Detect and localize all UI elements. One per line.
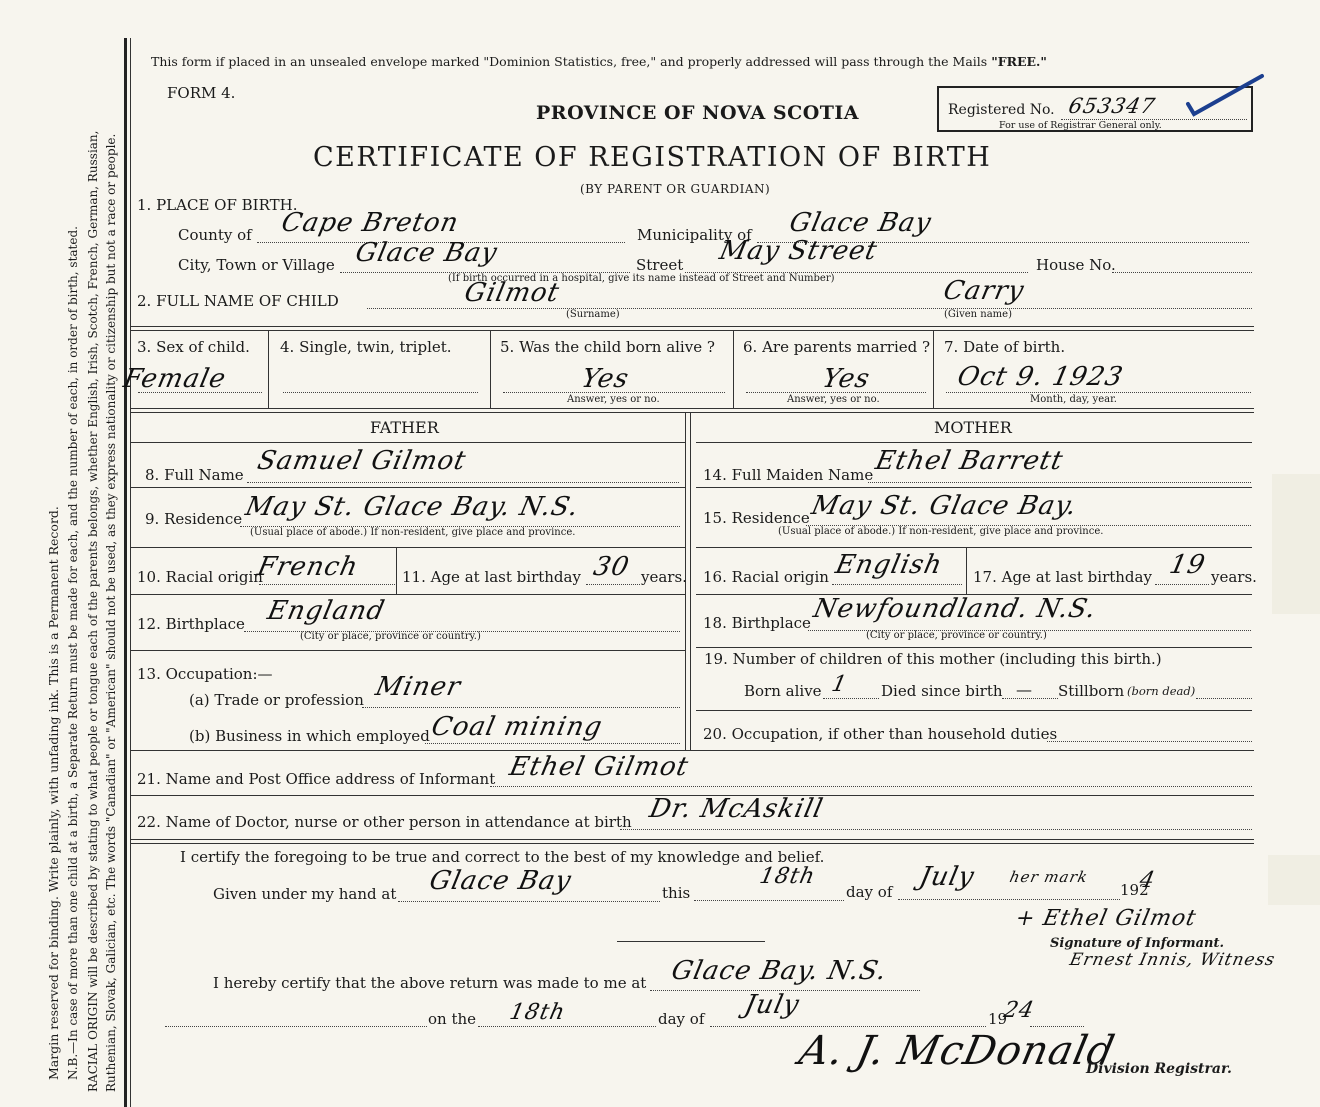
mother-racial-origin-label: 16. Racial origin — [703, 568, 829, 586]
county-value: Cape Breton — [278, 208, 462, 238]
parents-married-label: 6. Are parents married ? — [743, 338, 931, 356]
father-residence-label: 9. Residence — [145, 510, 243, 528]
father-name-value: Samuel Gilmot — [254, 446, 470, 476]
given-year-prefix: 192 — [1120, 881, 1149, 899]
stillborn-label: Stillborn — [1058, 682, 1125, 700]
father-business-value: Coal mining — [428, 712, 606, 742]
father-occupation-label: 13. Occupation:— — [137, 665, 273, 683]
registrar-signature: A. J. McDonald — [795, 1028, 1120, 1074]
parents-married-value: Yes — [819, 364, 873, 394]
father-age-value: 30 — [590, 552, 633, 582]
street-value: May Street — [716, 236, 881, 266]
mother-birthplace-label: 18. Birthplace — [703, 614, 811, 632]
born-alive-count-label: Born alive — [744, 682, 822, 700]
certificate-title: CERTIFICATE OF REGISTRATION OF BIRTH — [313, 142, 992, 173]
registered-note: For use of Registrar General only. — [999, 120, 1162, 131]
father-trade-value: Miner — [372, 672, 464, 702]
mother-birthplace-caption: (City or place, province or country.) — [866, 630, 1047, 641]
province-title: PROVINCE OF NOVA SCOTIA — [536, 102, 860, 124]
mother-age-value: 19 — [1166, 550, 1209, 580]
form-number: FORM 4. — [167, 84, 236, 102]
margin-note-multiple-births: N.B.—In case of more than one child at a birth, a Separate Return must be made for each, and the number of each, in order of birth, stated. — [66, 226, 80, 1080]
on-the-label: on the — [428, 1010, 477, 1028]
date-of-birth-label: 7. Date of birth. — [944, 338, 1066, 356]
father-age-label: 11. Age at last birthday — [402, 568, 581, 586]
father-birthplace-caption: (City or place, province or country.) — [300, 631, 481, 642]
born-alive-value: Yes — [578, 364, 632, 394]
surname-caption: (Surname) — [566, 309, 620, 320]
informant-signature: + Ethel Gilmot — [1013, 906, 1199, 931]
registration-year-value: 24 — [1001, 998, 1037, 1023]
father-business-label: (b) Business in which employed — [189, 727, 430, 745]
mother-age-unit: years. — [1211, 568, 1257, 586]
child-given-name-value: Carry — [940, 276, 1028, 306]
registration-year-prefix: 19 — [988, 1010, 1008, 1028]
parents-married-caption: Answer, yes or no. — [787, 394, 880, 405]
hospital-note: (If birth occurred in a hospital, give its name instead of Street and Number) — [448, 273, 835, 284]
born-alive-caption: Answer, yes or no. — [567, 394, 660, 405]
father-trade-label: (a) Trade or profession — [189, 691, 364, 709]
registration-month-value: July — [741, 990, 803, 1020]
binding-rule — [124, 38, 127, 1107]
certificate-subtitle: (BY PARENT OR GUARDIAN) — [580, 182, 771, 196]
plurality-label: 4. Single, twin, triplet. — [280, 338, 452, 356]
registrar-place-value: Glace Bay. N.S. — [668, 956, 890, 986]
sex-label: 3. Sex of child. — [137, 338, 250, 356]
date-of-birth-value: Oct 9. 1923 — [954, 362, 1127, 392]
registered-number: 653347 — [1066, 94, 1158, 118]
father-racial-origin-value: French — [254, 552, 362, 582]
mother-name-label: 14. Full Maiden Name — [703, 466, 874, 484]
mother-residence-caption: (Usual place of abode.) If non-resident, give place and province. — [778, 526, 1104, 537]
informant-signature-caption: Signature of Informant. — [1050, 936, 1224, 951]
given-under-label: Given under my hand at — [213, 885, 397, 903]
father-residence-value: May St. Glace Bay. N.S. — [242, 492, 582, 522]
given-name-caption: (Given name) — [944, 309, 1012, 320]
father-residence-caption: (Usual place of abode.) If non-resident, give place and province. — [250, 527, 576, 538]
registration-day-value: 18th — [507, 1000, 568, 1025]
given-month-value: July — [916, 862, 978, 892]
date-of-birth-caption: Month, day, year. — [1030, 394, 1117, 405]
registered-label: Registered No. — [948, 102, 1055, 118]
given-day-value: 18th — [757, 864, 818, 889]
father-birthplace-value: England — [264, 596, 388, 626]
mother-age-label: 17. Age at last birthday — [973, 568, 1152, 586]
child-surname-value: Gilmot — [461, 278, 563, 308]
doctor-label: 22. Name of Doctor, nurse or other person in attendance at birth — [137, 813, 632, 831]
born-alive-count-value: 1 — [829, 672, 850, 697]
given-day-of-label: day of — [846, 883, 893, 901]
born-alive-label: 5. Was the child born alive ? — [500, 338, 715, 356]
given-place-value: Glace Bay — [426, 866, 575, 896]
mother-heading: MOTHER — [934, 418, 1012, 437]
mother-name-value: Ethel Barrett — [872, 446, 1067, 476]
father-birthplace-label: 12. Birthplace — [137, 615, 245, 633]
margin-note-racial-origin-2: Ruthenian, Slovak, Galician, etc. The words "Canadian" or "American" should not be used, as they express nationality or citizenship but not a race or people. — [104, 133, 118, 1092]
mother-birthplace-value: Newfoundland. N.S. — [810, 594, 1100, 624]
house-number-label: House No. — [1036, 256, 1116, 274]
registration-day-of-label: day of — [658, 1010, 705, 1028]
children-count-label: 19. Number of children of this mother (including this birth.) — [704, 650, 1162, 668]
municipality-value: Glace Bay — [786, 208, 935, 238]
father-age-unit: years. — [641, 568, 687, 586]
her-mark-note: her mark — [1008, 868, 1090, 886]
child-name-label: 2. FULL NAME OF CHILD — [137, 292, 339, 310]
binding-rule-inner — [130, 38, 131, 1107]
doctor-value: Dr. McAskill — [646, 794, 827, 824]
certification-statement: I certify the foregoing to be true and correct to the best of my knowledge and belief. — [180, 848, 825, 866]
father-heading: FATHER — [370, 418, 439, 437]
sex-value: Female — [120, 364, 230, 394]
mail-note: This form if placed in an unsealed envelope marked "Dominion Statistics, free," and properly addressed will pass through the Mails "FREE." — [151, 54, 1047, 69]
margin-note-binding: Margin reserved for binding. Write plainly, with unfading ink. This is a Permanent Record. — [46, 506, 61, 1080]
county-label: County of — [178, 226, 252, 244]
registrar-statement: I hereby certify that the above return was made to me at — [213, 974, 647, 992]
given-year-value: 4 — [1137, 868, 1158, 893]
mother-occupation-label: 20. Occupation, if other than household duties — [703, 725, 1058, 743]
mother-residence-value: May St. Glace Bay. — [808, 491, 1080, 521]
this-label: this — [662, 884, 691, 902]
mother-residence-label: 15. Residence — [703, 509, 810, 527]
place-of-birth-label: 1. PLACE OF BIRTH. — [137, 196, 298, 214]
stillborn-caption: (born dead) — [1127, 684, 1196, 698]
father-racial-origin-label: 10. Racial origin — [137, 568, 263, 586]
signature-line — [617, 941, 765, 942]
city-label: City, Town or Village — [178, 256, 335, 274]
informant-value: Ethel Gilmot — [506, 752, 692, 782]
margin-notes — [0, 0, 128, 1107]
died-since-birth-value: — — [1016, 680, 1032, 699]
municipality-label: Municipality of — [637, 226, 752, 244]
city-value: Glace Bay — [352, 238, 501, 268]
street-label: Street — [636, 256, 684, 274]
margin-note-racial-origin: RACIAL ORIGIN will be described by stating to what people or tongue each of the parents belongs, whether English, Irish, Scotch, French, German, Russian, — [86, 130, 100, 1092]
witness-signature: Ernest Innis, Witness — [1067, 950, 1278, 970]
died-since-birth-label: Died since birth — [881, 682, 1003, 700]
mother-racial-origin-value: English — [832, 550, 946, 580]
father-name-label: 8. Full Name — [145, 466, 244, 484]
informant-label: 21. Name and Post Office address of Informant — [137, 770, 496, 788]
check-mark-icon — [1180, 70, 1270, 120]
registrar-caption: Division Registrar. — [1086, 1061, 1232, 1077]
